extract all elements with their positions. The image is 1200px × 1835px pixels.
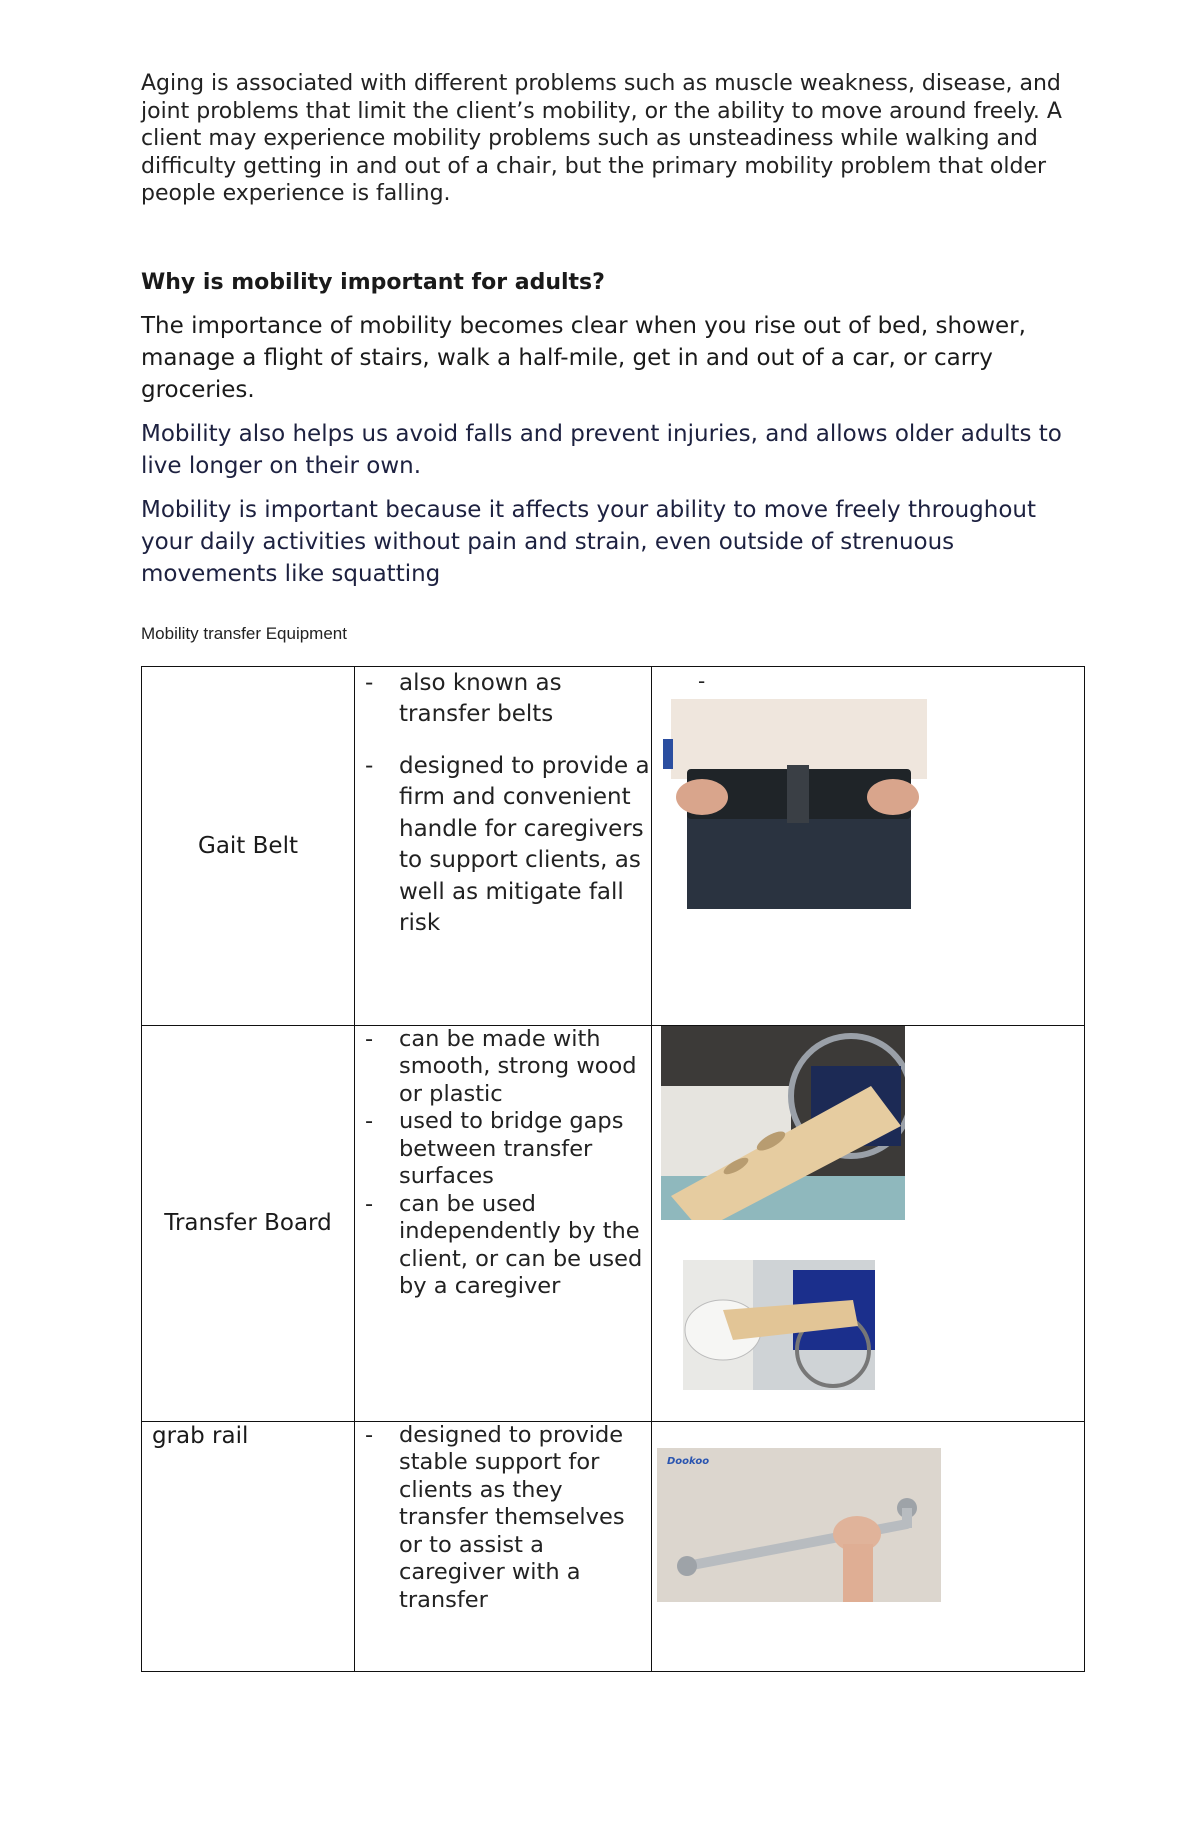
list-item: - used to bridge gaps between transfer surfaces	[399, 1108, 651, 1191]
equipment-name: Gait Belt	[198, 832, 298, 859]
description-list	[355, 667, 651, 940]
table-row-transfer-board	[142, 1025, 1085, 1421]
equipment-name: grab rail	[152, 1422, 249, 1449]
description-list	[355, 1422, 651, 1615]
equipment-description-cell	[355, 1025, 652, 1421]
gait-belt-photo	[657, 699, 941, 909]
paragraph-freedom: Mobility is important because it affects your ability to move freely throughout your daily activities without pain and strain, even outside of strenuous movements like squatting	[141, 496, 1037, 587]
table-row-grab-rail	[142, 1421, 1085, 1671]
list-item: - designed to provide stable support for clients as they transfer themselves or to assist a caregiver with a transfer	[399, 1422, 651, 1615]
document-page	[141, 70, 1081, 1672]
equipment-table	[141, 666, 1085, 1672]
list-item: - can be used independently by the client, or can be used by a caregiver	[399, 1191, 651, 1301]
list-item: - designed to provide a firm and convenient handle for caregivers to support clients, as well as mitigate fall risk	[399, 751, 651, 940]
equipment-name-cell	[142, 1025, 355, 1421]
equipment-description-cell	[355, 666, 652, 1025]
equipment-image-cell	[652, 1025, 1085, 1421]
brand-logo: Dookoo	[667, 1455, 710, 1467]
equipment-name-cell	[142, 1421, 355, 1671]
grab-rail-photo	[657, 1448, 941, 1602]
equipment-name-cell	[142, 666, 355, 1025]
description-list	[355, 1026, 651, 1301]
table-row-gait-belt	[142, 666, 1085, 1025]
section-heading: Why is mobility important for adults?	[141, 269, 605, 295]
equipment-description-cell	[355, 1421, 652, 1671]
equipment-name: Transfer Board	[164, 1210, 332, 1236]
list-item: - can be made with smooth, strong wood or plastic	[399, 1026, 651, 1109]
equipment-image-cell	[652, 1421, 1085, 1671]
image-marker: -	[698, 668, 706, 693]
paragraph-importance: The importance of mobility becomes clear when you rise out of bed, shower, manage a flight of stairs, walk a half-mile, get in and out of a car, or carry groceries.	[141, 312, 1026, 403]
paragraph-falls: Mobility also helps us avoid falls and prevent injuries, and allows older adults to live longer on their own.	[141, 420, 1062, 479]
transfer-board-toilet-photo	[683, 1260, 875, 1390]
intro-paragraph: Aging is associated with different problems such as muscle weakness, disease, and joint problems that limit the client’s mobility, or the ability to move around freely. A client may experience mobility problems such as unsteadiness while walking and difficulty getting in and out of a chair, but the primary mobility problem that older people experience is falling.	[141, 71, 1062, 206]
transfer-board-wheelchair-photo	[661, 1026, 905, 1220]
table-caption: Mobility transfer Equipment	[141, 623, 347, 643]
list-item: - also known as transfer belts	[399, 668, 651, 731]
equipment-image-cell	[652, 666, 1085, 1025]
